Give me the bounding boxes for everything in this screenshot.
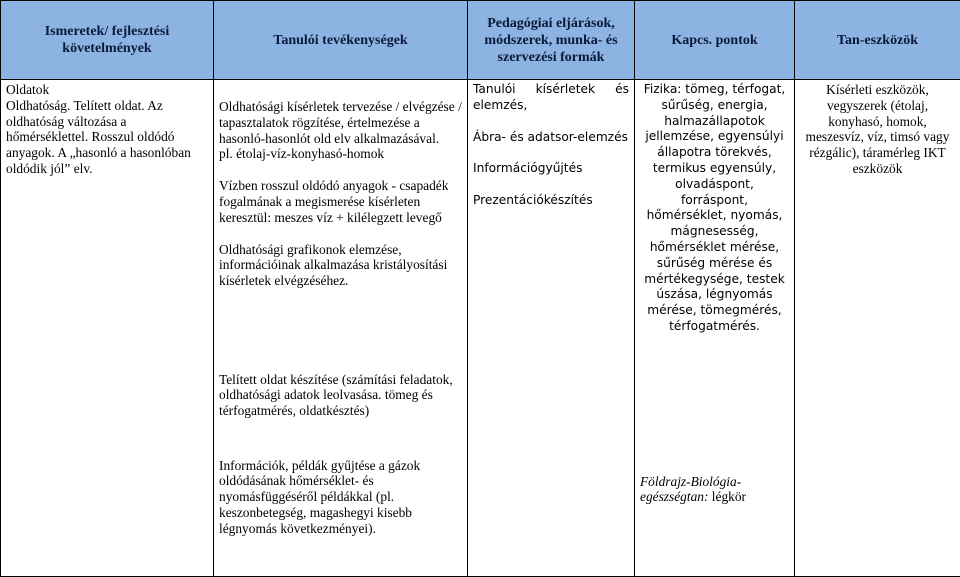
methods-cell: [468, 80, 635, 370]
header-knowledge: Ismeretek/ fejlesztési követelmények: [1, 1, 214, 80]
knowledge-cell: [1, 80, 214, 370]
method-2: Ábra- és adatsor-elemzés: [473, 130, 629, 146]
table-row: [1, 80, 960, 370]
activity-4: Oldhatósági grafikonok elemzése, információinak alkalmazása kristályosítási kísérletek elvégzéséhez.: [219, 242, 462, 289]
geo-bio-label: Földrajz-Biológia-egészségtan:: [640, 474, 741, 505]
header-connections: Kapcs. pontok: [635, 1, 795, 80]
header-tools: Tan-eszközök: [795, 1, 960, 80]
activity-3: Vízben rosszul oldódó anyagok - csapadék fogalmának a megismerése kísérleten keresztül: meszes víz + kilélegzett levegő: [219, 178, 462, 225]
header-methods: Pedagógiai eljárások, módszerek, munka- és szervezési formák: [468, 1, 635, 80]
activities-cell-3: [214, 444, 468, 577]
header-student-activities: Tanulói tevékenységek: [214, 1, 468, 80]
activities-cell: [214, 80, 468, 370]
method-4: Prezentációkészítés: [473, 193, 629, 209]
activity-6: Információk, példák gyűjtése a gázok oldódásának hőmérséklet- és nyomásfüggéséről példákkal (pl. keszonbetegség, magashegyi kisebb légnyomás következményei).: [219, 458, 462, 537]
connections-cell: [635, 80, 795, 370]
tools-list: Kísérleti eszközök, vegyszerek (étolaj, konyhasó, homok, meszesvíz, víz, timsó vagy rézgálic), táramérleg IKT eszközök: [800, 82, 955, 177]
method-1: Tanulói kísérletek és elemzés,: [473, 82, 629, 114]
geo-bio-text: légkör: [708, 489, 746, 504]
activity-2: pl. étolaj-víz-konyhasó-homok: [219, 146, 462, 162]
activity-1: Oldhatósági kísérletek tervezése / elvégzése / tapasztalatok rögzítése, értelmezése a hasonló-hasonlót old elv alkalmazásával.: [219, 99, 462, 146]
tools-cell: [795, 80, 960, 370]
activity-5: Telített oldat készítése (számítási feladatok, oldhatósági adatok leolvasása. tömeg és térfogatmérés, oldatkésztés): [219, 372, 462, 419]
table-row: [1, 370, 960, 444]
header-row: [1, 1, 960, 80]
topic-text: Oldhatóság. Telített oldat. Az oldhatóság változása a hőmérséklettel. Rosszul oldódó anyagok. A „hasonló a hasonlóban oldódik jól” elv.: [6, 98, 208, 177]
method-3: Információgyűjtés: [473, 161, 629, 177]
table-row: [1, 444, 960, 577]
topic-title: Oldatok: [6, 82, 208, 98]
activities-cell-2: [214, 370, 468, 444]
connections-cell-2: [635, 444, 795, 577]
physics-connections: Fizika: tömeg, térfogat, sűrűség, energia, halmazállapotok jellemzése, egyensúlyi állapotra törekvés, termikus egyensúly, olvadáspont, forráspont, hőmérséklet, nyomás, mágnesesség, hőmérséklet mérése, sűrűség mérése és mértékegysége, testek úszása, légnyomás mérése, tömegmérés, térfogatmérés.: [640, 82, 789, 335]
